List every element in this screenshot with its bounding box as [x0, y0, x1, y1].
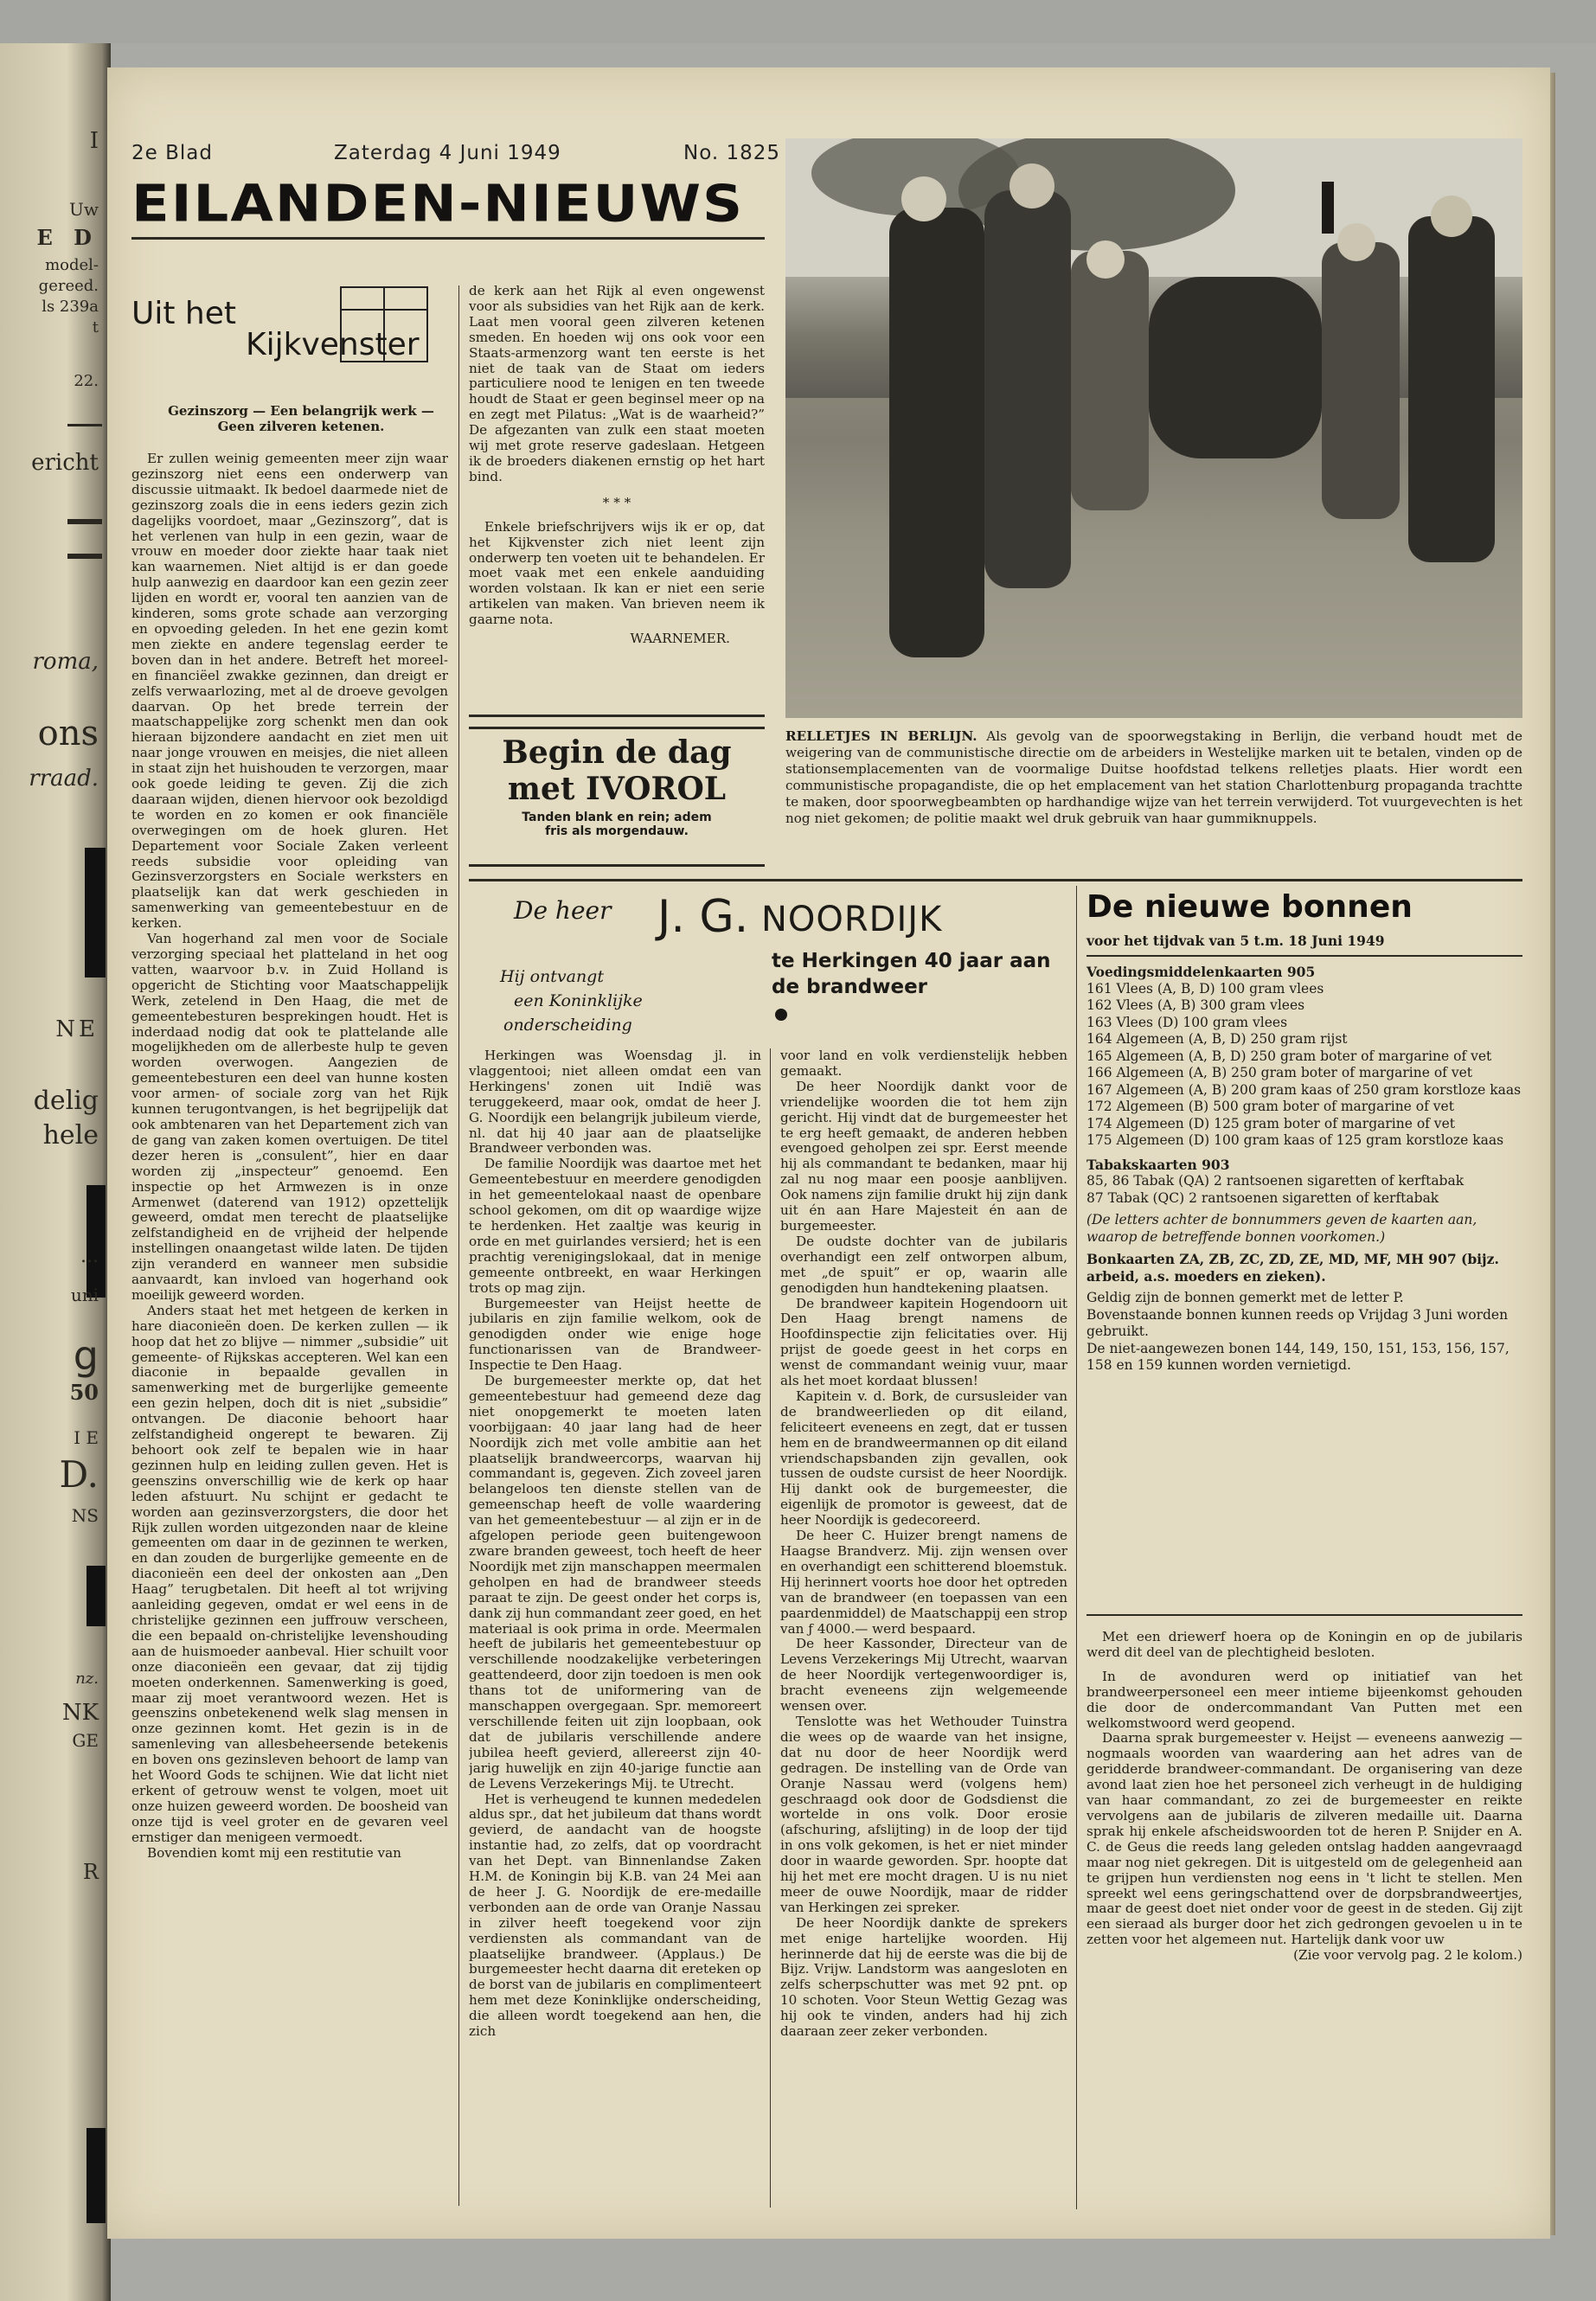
- column-rule: [458, 285, 459, 2206]
- issue-date: Zaterdag 4 Juni 1949: [334, 142, 561, 164]
- section-rule: [469, 879, 1522, 881]
- spine-text: g: [73, 1332, 99, 1379]
- photo-scene: [785, 138, 1522, 718]
- noordijk-continuation: [1086, 1630, 1522, 2206]
- spine-text: t: [92, 318, 99, 336]
- newspaper-page: [107, 67, 1550, 2239]
- bon-item: 85, 86 Tabak (QA) 2 rantsoenen sigaretten of kerftabak: [1086, 1173, 1465, 1189]
- bon-item: 161 Vlees (A, B, D) 100 gram vlees: [1086, 980, 1324, 997]
- bon-item: 87 Tabak (QC) 2 rantsoenen sigaretten of kerftabak: [1086, 1189, 1439, 1206]
- caption-headline: RELLETJES IN BERLIJN.: [785, 728, 977, 744]
- caption-text: Als gevolg van de spoorwegstaking in Berlijn, die verband houdt met de weigering van de communistische directie om de arbeiders in Westelijke marken uit te betalen, vinden op de stationsemplacementen van de voormalige Duitse hoofdstad telkens relletjes plaats. Hier wordt een communistische propagandiste, die op het emplacement van het station Charlottenburg propaganda trachtte te maken, door spoorwegbeambten op hardhandige wijze van het terrein verwijderd. Tot vuurgevechten is het nog niet gekomen; de politie maakt wel druk gebruik van haar gummiknuppels.: [785, 728, 1522, 826]
- bonnen-destroy: De niet-aangewezen bonen 144, 149, 150, 151, 153, 156, 157, 158 en 159 kunnen worden vernietigd.: [1086, 1340, 1509, 1373]
- spine-rule: [67, 519, 102, 524]
- spine-text: I: [89, 128, 99, 154]
- paragraph: De heer C. Huizer brengt namens de Haagse Brandverz. Mij. zijn wensen over en overhandigt een schitterend bloemstuk. Hij herinnert voorts hoe door het optreden van de brandweer (en toepassen van een paardenmiddel) de Maatschappij een strop van ƒ 4000.— werd bespaard.: [780, 1528, 1067, 1637]
- bonnen-note: (De letters achter de bonnummers geven de kaarten aan, waarop de betreffende bonnen voorkomen.): [1086, 1212, 1477, 1245]
- spine-text: ons: [37, 714, 99, 753]
- noordijk-headline: te Herkingen 40 jaar aan: [772, 950, 1051, 972]
- spine-dark-block: [87, 1566, 106, 1626]
- spine-text: ls 239a: [42, 298, 99, 316]
- spine-text: Uw: [69, 199, 99, 220]
- bon-item: 166 Algemeen (A, B) 250 gram boter of margarine of vet: [1086, 1065, 1472, 1080]
- paragraph: De heer Noordijk dankt voor de vriendelijke woorden die tot hem zijn gericht. Hij vindt dat de burgemeester het te erg heeft gemaakt, de anderen hebben evengoed geholpen zei spr. Eerst meende hij als commandant te bedanken, maar hij zal nu nog maar een poosje aanblijven. Ook namens zijn familie drukt hij zijn dank uit én aan Hare Majesteit én aan de burgemeester.: [780, 1078, 1067, 1234]
- bon-item: 163 Vlees (D) 100 gram vlees: [1086, 1014, 1288, 1030]
- spine-text: NE: [55, 1016, 99, 1042]
- paragraph: De burgemeester merkte op, dat het gemeentebestuur had gemeend deze dag niet onopgemerkt te moeten laten voorbijgaan: 40 jaar lang had de heer Noordijk zich met volle ambitie aan het plaatselijk brandweercorps, waarvan hij commandant is, gegeven. Zich zoveel jaren belangeloos ten dienste stellen van de gemeenschap heeft de volle waardering van het gemeentebestuur — al zijn er in de afgelopen periode geen buitengewoon zware branden geweest, toch heeft de heer Noordijk met zijn manschappen meermalen geholpen en had de brandweer steeds paraat te zijn. De geest onder het corps is, dank zij hun commandant zeer goed, en het materiaal is ook prima in orde. Meermalen heeft de jubilaris het gemeentebestuur op verschillende noodzakelijke verbeteringen geattendeerd, door zijn toedoen is men ook thans tot de uniformering van de manschappen overgegaan. Spr. memoreert verschillende feiten uit zijn loopbaan, ook dat de jubilaris verschillende andere jubilea heeft gevierd, allereerst zijn 40-jarig huwelijk en zijn 40-jarige functie aan de Levens Verzekerings Mij. te Utrecht.: [469, 1373, 761, 1791]
- ivorol-advertisement: [469, 727, 765, 867]
- bonnen-usage: Bovenstaande bonnen kunnen reeds op Vrijdag 3 Juni worden gebruikt.: [1086, 1306, 1509, 1339]
- bon-item: 175 Algemeen (D) 100 gram kaas of 125 gram korstloze kaas: [1086, 1132, 1504, 1148]
- section-rule: [1086, 1614, 1522, 1616]
- spine-text: R: [82, 1860, 99, 1884]
- column-subhead: Gezinszorg — Een belangrijk werk — Geen zilveren ketenen.: [168, 403, 434, 434]
- paragraph: In de avonduren werd op initiatief van het brandweerpersoneel een meer intieme bijeenkomst gehouden die door de ondercommandant Van Putten met een welkomstwoord werd geopend.: [1086, 1668, 1522, 1731]
- spine-text: 22.: [74, 372, 99, 390]
- ad-line: fris als morgendauw.: [545, 824, 689, 838]
- ad-line: Tanden blank en rein; adem: [522, 811, 712, 824]
- bonnen-section: Tabakskaarten 903: [1086, 1156, 1230, 1173]
- spine-text: I E: [74, 1427, 99, 1448]
- noordijk-subtitle: Hij ontvangt: [500, 967, 604, 986]
- paragraph: Het is verheugend te kunnen mededelen aldus spr., dat het jubileum dat thans wordt gevierd, de aandacht van de hoogste instantie had, zo zelfs, dat op voordracht van het Dept. van Binnenlandse Zaken H.M. de Koningin bij K.B. van 24 Mei aan de heer J. G. Noordijk de ere-medaille verbonden aan de orde van Oranje Nassau in zilver heeft toegekend voor zijn verdiensten als commandant van de plaatselijke brandweer. (Applaus.) De burgemeester hecht daarna dit ereteken op de borst van de jubilaris en complimenteert hem met deze Koninklijke onderscheiding, die alleen wordt toegekend aan hen, die zich: [469, 1791, 761, 2040]
- bon-item: 167 Algemeen (A, B) 200 gram kaas of 250 gram korstloze kaas: [1086, 1081, 1522, 1098]
- bullet-dot-icon: [775, 1009, 787, 1021]
- paragraph: Kapitein v. d. Bork, de cursusleider van de brandweerlieden op dit eiland, feliciteert eveneens en zegt, dat er tussen hem en de brandweermannen op dit eiland vriendschapsbanden zijn gevallen, ook tussen de oudste cursist de heer Noordijk. Hij dankt ook de burgemeester, die eigenlijk de promotor is geweest, dat de heer Noordijk is gedecoreerd.: [780, 1388, 1067, 1529]
- bon-item: 174 Algemeen (D) 125 gram boter of margarine of vet: [1086, 1115, 1455, 1131]
- column-title-2: Kijkvenster: [246, 327, 420, 362]
- spine-dark-block: [87, 2128, 106, 2223]
- issue-number: No. 1825: [683, 142, 781, 164]
- paragraph: Van hogerhand zal men voor de Sociale verzorging speciaal het platteland in het oog vatten, waarvoor b.v. in Zuid Holland is opgericht de Stichting voor Maatschappelijk Werk, zetelend in Den Haag, die met de gemeentebesturen besprekingen houdt. Het is inderdaad nodig dat ook te plattelande alle mogelijkheden om de allerbeste hulp te geven worden overwogen. Aangezien de gemeentebesturen een deel van hunne kosten voor armen- of sociale zorg van het Rijk kunnen terugontvangen, is het begrijpelijk dat ook ambtenaren van het Departement zich van de gang van zaken komen overtuigen. De titel dezer heren is „consulent”, hier en daar worden zij „inspecteur” genoemd. Een inspectie op het Armwezen is in onze Armenwet (daterend van 1912) opzettelijk geweerd, omdat men terecht de plaatselijke zelfstandigheid en de vrijheid der helpende instellingen onaangetast wilde laten. De tijden zijn veranderd en wanneer men subsidie aanvaardt, kan invloed van hogerhand ook moeilijk geweerd worden.: [131, 931, 448, 1303]
- paragraph: Herkingen was Woensdag jl. in vlaggentooi; niet alleen omdat een van Herkingens' zonen uit Indië was teruggekeerd, maar ook, omdat de heer J. G. Noordijk een belangrijk jubileum vierde, nl. dat hij 40 jaar aan de plaatselijke Brandweer verbonden was.: [469, 1048, 761, 1157]
- paragraph: De oudste dochter van de jubilaris overhandigt een zelf ontworpen album, met „de spuit” er op, waarin alle genodigden hun handtekening plaatsen.: [780, 1233, 1067, 1296]
- bonnen-list: [1086, 964, 1522, 1375]
- noordijk-salutation: De heer: [514, 896, 612, 925]
- paragraph: voor land en volk verdienstelijk hebben gemaakt.: [780, 1048, 1067, 1079]
- bon-item: 162 Vlees (A, B) 300 gram vlees: [1086, 997, 1305, 1013]
- masthead-rule: [131, 237, 765, 240]
- column-rule: [1076, 886, 1077, 2209]
- paragraph: Daarna sprak burgemeester v. Heijst — eveneens aanwezig — nogmaals woorden van waardering aan het adres van de geridderde brandweer-commandant. De organisering van deze avond laat zien hoe het personeel zich verheugt in de huldiging van haar commandant, zo zei de burgemeester en reikte vervolgens aan de jubilaris de zilveren medaille uit. Daarna sprak hij enkele afscheidswoorden tot de heren P. Snijder en A. C. de Geus die reeds lang geleden ontslag hadden aangevraagd maar nog niet gekregen. Dit is uitgesteld om de gelegenheid aan te grijpen hun verdiensten nog eens in 't licht te stellen. Men spreekt wel eens geringschattend over de dorpsbrandweertjes, maar de geest doet niet onder voor de geest in de steden. Gij zijt een sieraad als burger door het zich gedrongen gevoelen u in te zetten voor het algemeen nut. Hartelijk dank voor uw: [1086, 1730, 1522, 1948]
- spine-text: D.: [59, 1453, 99, 1496]
- bon-item: 172 Algemeen (B) 500 gram boter of margarine of vet: [1086, 1099, 1454, 1114]
- noordijk-headline: de brandweer: [772, 976, 928, 998]
- paragraph: Burgemeester van Heijst heette de jubilaris en zijn familie welkom, ook de genodigden onder wie enige hoge functionarissen van de Brandweer-Inspectie te Den Haag.: [469, 1295, 761, 1374]
- kijkvenster-column-2: [469, 284, 765, 647]
- bon-item: 165 Algemeen (A, B, D) 250 gram boter of margarine of vet: [1086, 1048, 1492, 1064]
- previous-page-spine: [0, 43, 111, 2301]
- bonnen-headline: De nieuwe bonnen: [1086, 889, 1413, 925]
- column-rule: [770, 1048, 771, 2208]
- news-photo: [785, 138, 1522, 718]
- bonnen-period: voor het tijdvak van 5 t.m. 18 Juni 1949: [1086, 933, 1385, 949]
- spine-text: delig: [33, 1086, 99, 1116]
- scan-background: [0, 0, 1596, 43]
- ad-line: met IVOROL: [507, 771, 727, 807]
- spine-dark-block: [85, 848, 106, 977]
- paragraph: De heer Kassonder, Directeur van de Levens Verzekerings Mij Utrecht, waarvan de heer Noordijk vertegenwoordiger is, bracht eveneens zijn welgemeende wensen over.: [780, 1636, 1067, 1715]
- spine-text: nz.: [75, 1670, 99, 1688]
- page-number: 2e Blad: [131, 142, 213, 164]
- section-rule: [1086, 955, 1522, 957]
- spine-text: GE: [72, 1730, 99, 1751]
- noordijk-subtitle: onderscheiding: [503, 1016, 632, 1035]
- paragraph: De brandweer kapitein Hogendoorn uit Den Haag brengt namens de Hoofdinspectie zijn felicitaties over. Hij prijst de goede geest in het corps en wenst de commandant weinig vuur, maar als het moet kordaat blussen!: [780, 1295, 1067, 1389]
- kijkvenster-column-1: [131, 452, 448, 2203]
- noordijk-column-a: [469, 1048, 761, 2208]
- spine-text: gereed.: [38, 277, 99, 295]
- noordijk-initials: J. G.: [657, 891, 749, 943]
- bonnen-valid: Geldig zijn de bonnen gemerkt met de letter P.: [1086, 1290, 1404, 1305]
- spine-text: NK: [61, 1700, 99, 1726]
- noordijk-subtitle: een Koninklijke: [514, 991, 643, 1010]
- photo-caption: [785, 728, 1522, 827]
- spine-rule: [67, 554, 102, 559]
- spine-text: NS: [71, 1505, 99, 1526]
- paragraph: Bovendien komt mij een restitutie van: [147, 1844, 401, 1861]
- noordijk-column-b: [780, 1048, 1067, 2208]
- continued-note: (Zie voor vervolg pag. 2 le kolom.): [1293, 1947, 1522, 1964]
- spine-text: ericht: [31, 450, 99, 476]
- bon-item: 164 Algemeen (A, B, D) 250 gram rijst: [1086, 1031, 1348, 1047]
- paragraph: De heer Noordijk dankte de sprekers met enige hartelijke woorden. Hij herinnerde dat hij de eerste was die bij de Bijz. Vrijw. Landstorm was aangesloten en zelfs scherpschutter was met 92 pnt. op 10 schoten. Voor Steun Wettig Gezag was hij ook te vinden, anders had hij zich daaraan zeer zeker verbonden.: [780, 1914, 1067, 2040]
- paragraph: Anders staat het met hetgeen de kerken in hare diaconieën doen. De kerken zullen — ik hoop dat het zo blijve — nimmer „subsidie” uit gemeente- of Rijkskas accepteren. Wel kan een diaconie in bepaalde gevallen in samenwerking met de burgerlijke gemeente een gezin helpen, doch dit is niet „subsidie” ontvangen. De diaconie behoort haar zelfstandigheid ongerept te bewaren. Zij behoort ook zelf te bepalen wie in haar gezinnen hulp en leiding zullen geven. Het is geenszins onverschillig wie de kerk op haar leden afstuurt. Nu schijnt er gedacht te worden aan gezinsverzorgsters, die door het Rijk zullen worden uitgezonden naar de kleine gemeenten om daar in de gezinnen te werken, en dan zouden de burgerlijke gemeente en de diaconieën een deel der onkosten aan „Den Haag” terugbetalen. Dit heeft al tot wrijving aanleiding gegeven, omdat er wel eens in de christelijke gezinnen een juffrouw verscheen, die een bepaald on-christelijke levenshouding aan de huismoeder aanbeval. Hier schuilt voor onze diaconieën een gevaar, dat zij tijdig moeten onderkennen. Samenwerking is goed, maar zij moet verantwoord wezen. Het is geenszins onbetekenend welk slag mensen in onze gezinnen komt. Het gezin is in de samenleving van allesbeheersende betekenis en boven ons gezinsleven behoort de lamp van het Woord Gods te schijnen. Wie dat licht niet erkent of getrouw wenst te volgen, moet uit onze huizen geweerd worden. De boosheid van onze tijd is veel groter en de gevaren veel ernstiger dan menigeen vermoedt.: [131, 1302, 448, 1845]
- paragraph: De familie Noordijk was daartoe met het Gemeentebestuur en meerdere genodigden in het gemeentelokaal naast de openbare school gekomen, om dit op waardige wijze te herdenken. Het zaaltje was keurig in orde en met guirlandes versierd; het is een prachtig verenigingslokaal, dat in menige gemeente ontbreekt, en waar Herkingen trots op mag zijn.: [469, 1156, 761, 1296]
- paragraph: de kerk aan het Rijk al even ongewenst voor als subsidies van het Rijk aan de kerk. Laat men vooral geen zilveren ketenen smeden. En hoeden wij ons ook voor een Staats-armenzorg want ten eerste is het niet de taak van de Staat om ieders particuliere nood te lenigen en ten tweede houdt de Staat er geen beginsel meer op na en zegt met Pilatus: „Wat is de waarheid?” De afgezanten van zulk een staat moeten wij met grote reserve gadeslaan. Hetgeen ik de broeders diakenen ernstig op het hart bind.: [469, 283, 765, 484]
- paragraph: Er zullen weinig gemeenten meer zijn waar gezinszorg niet eens een onderwerp van discussie uitmaakt. Ik bedoel daarmede niet de gezinszorg zoals die in eens ieders gezin zich dagelijks voordoet, maar „Gezinszorg”, dat is het verlenen van hulp in een gezin, waar de vrouw en moeder door ziekte haar taak niet kan waarnemen. Niet altijd is er dan goede hulp aanwezig en daardoor kan een gezin zeer lijden en wordt er, vooral ten aanzien van de kinderen, soms grote schade aan verzorging en opvoeding geleden. In het ene gezin komt men ziekte en andere tegenslag eerder te boven dan in het andere. Betreft het moreel- en financiëel zwakke gezinnen, dan dreigt er zelfs verwaarlozing, met al de droeve gevolgen daarvan. Op het brede terrein der maatschappelijke zorg schenkt men dan ook hieraan bijzondere aandacht en ziet men uit naar jonge vrouwen en meisjes, die niet alleen in staat zijn het huishouden te verzorgen, maar ook goede leiding te geven. Zij die zich daaraan wijden, dienen hiervoor ook bezoldigd te worden en zo komen er ook financiële overwegingen om de hoek gluren. Het Departement voor Sociale Zaken verleent reeds subsidie voor opleiding van Gezinsverzorgsters en Sociale werksters en plaatselijk kan dat werk geschieden in samenwerking van gemeentebestuur en de kerken.: [131, 452, 448, 932]
- paragraph: Enkele briefschrijvers wijs ik er op, dat het Kijkvenster zich niet leent zijn onderwerp ten voeten uit te behandelen. Er moet vaak met een enkele aanduiding worden volstaan. Ik kan er niet een serie artikelen van maken. Van brieven neem ik gaarne nota.: [469, 518, 765, 628]
- spine-text: ...: [80, 1246, 99, 1267]
- spine-text: uni: [70, 1285, 99, 1305]
- bonnen-section: Voedingsmiddelenkaarten 905: [1086, 964, 1316, 980]
- bonnen-reserve: Bonkaarten ZA, ZB, ZC, ZD, ZE, MD, MF, MH 907 (bijz. arbeid, a.s. moeders en zieken).: [1086, 1251, 1499, 1285]
- spine-text: rraad.: [29, 766, 99, 792]
- spine-dark-block: [87, 1185, 106, 1298]
- newspaper-title: EILANDEN-NIEUWS: [131, 175, 745, 234]
- spine-text: E D: [36, 225, 99, 250]
- stars-divider: * * *: [602, 494, 631, 510]
- noordijk-name: NOORDIJK: [761, 900, 943, 939]
- section-rule: [469, 715, 765, 717]
- spine-rule: [67, 424, 102, 426]
- spine-text: hele: [42, 1120, 99, 1150]
- ad-line: Begin de dag: [502, 734, 732, 771]
- column-title: Uit het: [131, 296, 236, 331]
- spine-text: model-: [45, 256, 99, 274]
- signature: WAARNEMER.: [630, 631, 730, 647]
- paragraph: Tenslotte was het Wethouder Tuinstra die wees op de waarde van het insigne, dat nu door de heer Noordijk werd gedragen. De instelling van de Orde van Oranje Nassau werd (volgens hem) geschraagd ook door de Godsdienst die wortelde in ons volk. Door erosie (afschuring, afslijting) in de loop der tijd in ons volk gekomen, is het er niet minder door in waarde geworden. Spr. hoopte dat hij het met ere mocht dragen. U is nu niet meer de ouwe Noordijk, maar de ridder van Herkingen zei spreker.: [780, 1713, 1067, 1915]
- spine-text: roma,: [32, 649, 99, 675]
- spine-text: 50: [69, 1380, 99, 1405]
- paragraph: Met een driewerf hoera op de Koningin en op de jubilaris werd dit deel van de plechtigheid besloten.: [1086, 1630, 1522, 1660]
